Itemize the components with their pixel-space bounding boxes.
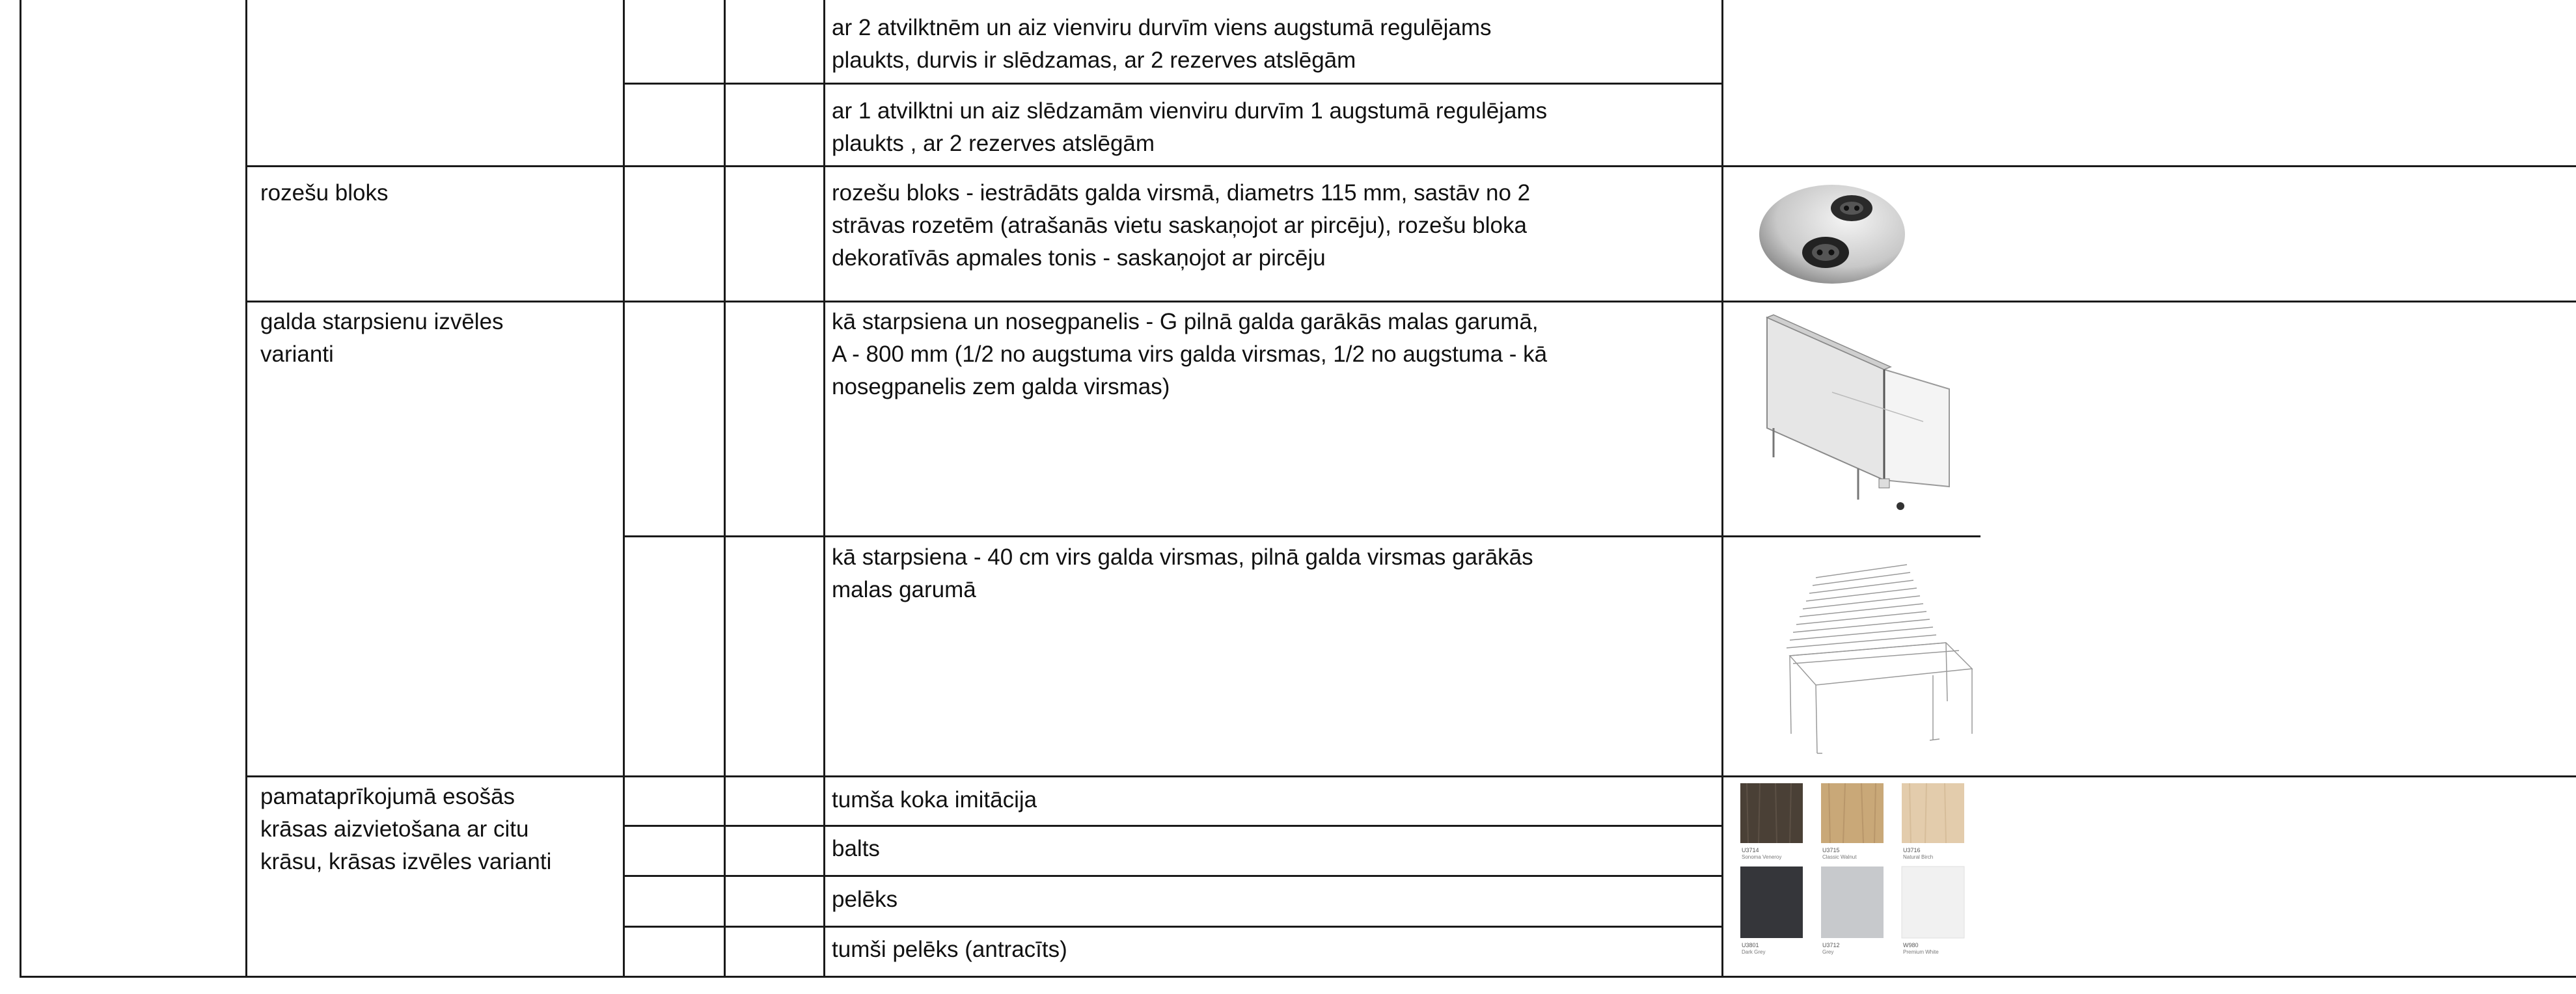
swatch-label: U3712 <box>1822 942 1840 948</box>
color-option-text: tumši pelēks (antracīts) <box>832 937 1067 962</box>
option-text: kā starpsiena - 40 cm virs galda virsmas, pilnā galda virsmas garākās malas garumā <box>832 544 1533 602</box>
swatch-white <box>1902 866 1964 955</box>
option-text: ar 2 atvilktnēm un aiz vienviru durvīm viens augstumā regulējams plaukts, durvis ir slēdzamas, ar 2 rezerves atslēgām <box>832 15 1492 73</box>
swatch-label: Natural Birch <box>1903 854 1934 860</box>
column-border <box>623 0 625 978</box>
column-border <box>245 0 247 978</box>
swatch-label: Dark Grey <box>1742 949 1766 955</box>
color-option-text: tumša koka imitācija <box>832 787 1037 813</box>
swatch-walnut <box>1821 783 1884 860</box>
row-border <box>245 775 2576 777</box>
row-border <box>625 875 1723 877</box>
row-border <box>625 83 1723 85</box>
swatch-label: U3715 <box>1822 847 1840 853</box>
row-border <box>625 535 1980 537</box>
option-text: kā starpsiena un nosegpanelis - G pilnā galda garākās malas garumā, A - 800 mm (1/2 no augstuma virs galda virsmas, 1/2 no augstuma - kā nosegpanelis zem galda virsmas) <box>832 309 1548 399</box>
swatch-sonoma <box>1740 783 1803 860</box>
swatch-label: Premium White <box>1903 949 1939 955</box>
column-border <box>823 0 825 978</box>
color-option-text: pelēks <box>832 887 898 912</box>
row-border <box>245 165 2576 167</box>
table-left-border <box>20 0 21 978</box>
option-text: ar 1 atvilktni un aiz slēdzamām vienviru durvīm 1 augstumā regulējams plaukts , ar 2 rezerves atslēgām <box>832 98 1548 156</box>
swatch-grid <box>1738 781 1972 969</box>
feature-label: rozešu bloks <box>260 180 389 206</box>
specification-table <box>20 0 2576 979</box>
swatch-label: Classic Walnut <box>1822 854 1857 860</box>
feature-label: galda starpsienu izvēles varianti <box>260 309 504 367</box>
swatch-label: Grey <box>1822 949 1834 955</box>
color-option-text: balts <box>832 836 880 861</box>
row-border <box>625 825 1723 827</box>
desk-with-panel-image <box>1754 311 1962 519</box>
color-swatches <box>1738 781 1972 969</box>
column-border <box>724 0 726 978</box>
option-text: rozešu bloks - iestrādāts galda virsmā, diametrs 115 mm, sastāv no 2 strāvas rozetēm (atrašanās vietu saskaņojot ar pircēju), rozešu bloka dekoratīvās apmales tonis - saskaņojot ar pircēju <box>832 180 1531 271</box>
swatch-label: U3714 <box>1742 847 1759 853</box>
swatch-label: W980 <box>1903 942 1919 948</box>
column-border <box>1721 0 1723 978</box>
table-bottom-border <box>20 976 2576 978</box>
swatch-birch <box>1902 783 1964 860</box>
swatch-label: U3716 <box>1903 847 1921 853</box>
socket-block-image <box>1754 176 1910 286</box>
row-border <box>625 926 1723 928</box>
desk-with-screen-image <box>1777 558 1985 766</box>
feature-label: pamataprīkojumā esošās krāsas aizvietošana ar citu krāsu, krāsas izvēles varianti <box>260 784 552 874</box>
swatch-dark-grey <box>1740 866 1803 955</box>
row-border <box>245 301 2576 302</box>
swatch-label: Sonoma Veneroy <box>1742 854 1782 860</box>
swatch-grey <box>1821 866 1884 955</box>
swatch-label: U3801 <box>1742 942 1759 948</box>
